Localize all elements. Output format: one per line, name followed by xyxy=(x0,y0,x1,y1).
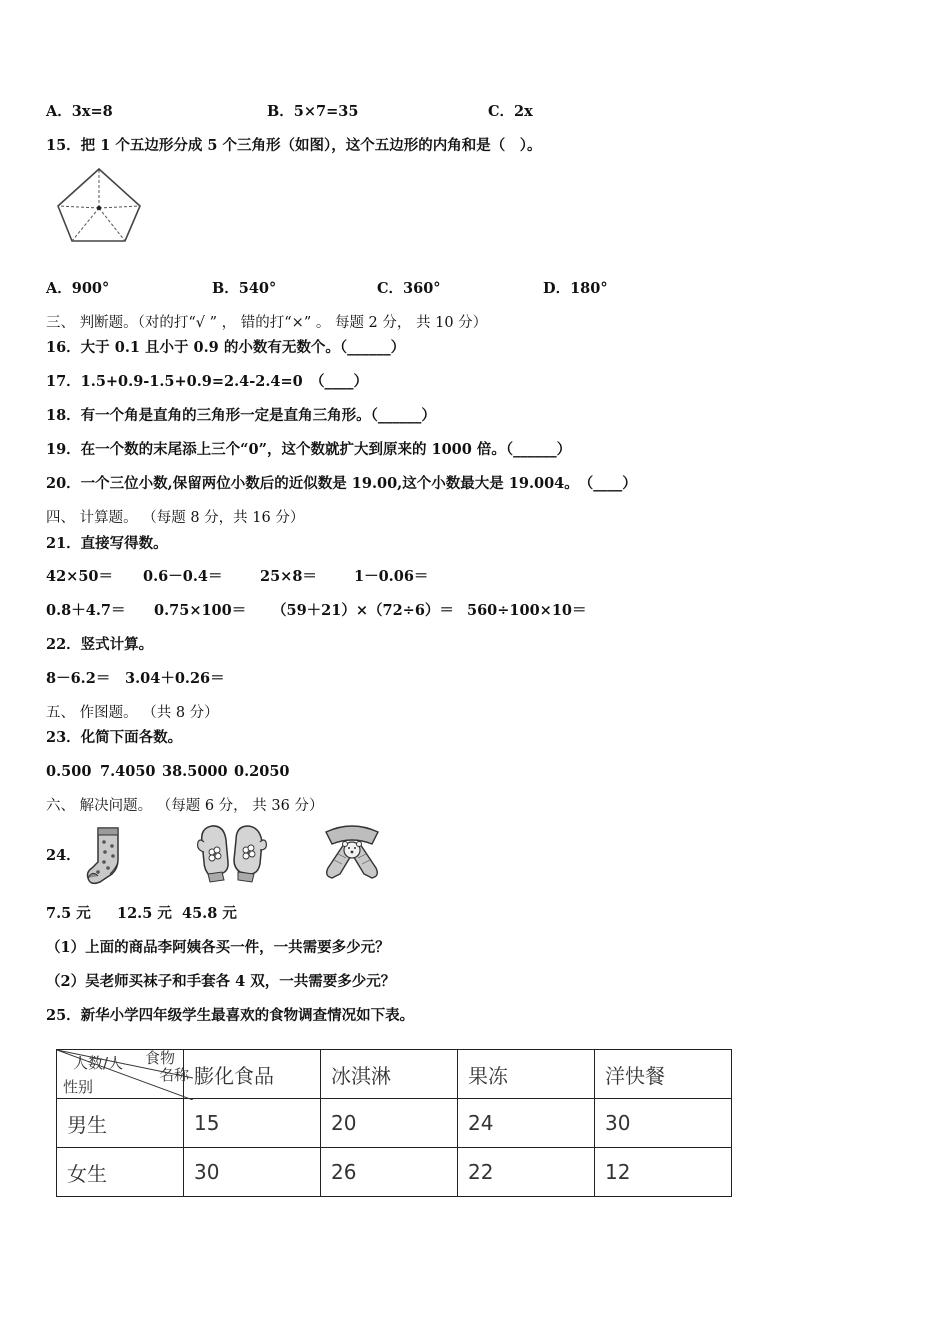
q24-price-scarf: 45.8 元 xyxy=(182,905,237,922)
column-header: 冰淇淋 xyxy=(321,1050,458,1099)
q23-item: 0.2050 xyxy=(234,763,290,780)
table-cell: 12 xyxy=(595,1148,732,1197)
q20-text: 20．一个三位小数,保留两位小数后的近似数是 19.00,这个小数最大是 19.004。 （____） xyxy=(46,475,637,492)
column-header: 膨化食品 xyxy=(184,1050,321,1099)
column-header: 果冻 xyxy=(458,1050,595,1099)
q23-item: 38.5000 xyxy=(162,763,228,780)
table-cell: 30 xyxy=(595,1099,732,1148)
q15-option-b: B．540° xyxy=(212,280,277,297)
corner-label-food: 食物 xyxy=(145,1049,176,1067)
sock-icon xyxy=(84,824,134,886)
q15-option-a: A．900° xyxy=(46,280,110,297)
q18-text: 18．有一个角是直角的三角形一定是直角三角形。（______） xyxy=(46,407,436,424)
corner-label-count: 人数/人 xyxy=(73,1054,124,1072)
table-corner-cell xyxy=(57,1049,190,1099)
q15-option-d: D．180° xyxy=(543,280,608,297)
q22-item: 3.04＋0.26＝ xyxy=(125,670,225,687)
q14-option-a: A．3x=8 xyxy=(46,103,113,120)
q24-sub1: （1）上面的商品李阿姨各买一件，一共需要多少元？ xyxy=(46,939,390,956)
q21-item: 25×8＝ xyxy=(260,568,317,585)
q14-option-c: C．2x xyxy=(488,103,533,120)
table-row xyxy=(57,1148,732,1197)
scarf-icon xyxy=(320,820,384,884)
q16-text: 16．大于 0.1 且小于 0.9 的小数有无数个。（______） xyxy=(46,339,406,356)
table-cell: 26 xyxy=(321,1148,458,1197)
q21-title: 21．直接写得数。 xyxy=(46,535,168,552)
q23-title: 23．化简下面各数。 xyxy=(46,729,183,746)
corner-label-name: 名称 xyxy=(159,1066,190,1084)
q15-option-c: C．360° xyxy=(377,280,441,297)
section-4-heading: 四、 计算题。 （每题 8 分，共 16 分） xyxy=(46,510,305,526)
section-3-heading: 三、 判断题。（对的打“√ ” ， 错的打“×” 。 每题 2 分， 共 10 分） xyxy=(46,315,488,331)
table-cell: 24 xyxy=(458,1099,595,1148)
food-survey-table xyxy=(56,1049,732,1197)
q22-item: 8－6.2＝ xyxy=(46,670,111,687)
q21-item: 1－0.06＝ xyxy=(354,568,429,585)
section-5-heading: 五、 作图题。 （共 8 分） xyxy=(46,705,219,721)
column-header: 洋快餐 xyxy=(595,1050,732,1099)
q24-price-mittens: 12.5 元 xyxy=(117,905,172,922)
q15-text: 15．把 1 个五边形分成 5 个三角形（如图），这个五边形的内角和是（ ）。 xyxy=(46,137,542,154)
table-cell: 22 xyxy=(458,1148,595,1197)
table-cell: 20 xyxy=(321,1099,458,1148)
q19-text: 19．在一个数的末尾添上三个“0”，这个数就扩大到原来的 1000 倍。（______） xyxy=(46,441,572,458)
q17-text: 17．1.5+0.9-1.5+0.9=2.4-2.4=0 （____） xyxy=(46,373,369,390)
corner-label-gender: 性别 xyxy=(63,1078,94,1096)
table-cell: 15 xyxy=(184,1099,321,1148)
row-label: 女生 xyxy=(57,1148,184,1197)
table-cell: 30 xyxy=(184,1148,321,1197)
q21-item: 560÷100×10＝ xyxy=(467,602,587,619)
section-6-heading: 六、 解决问题。 （每题 6 分， 共 36 分） xyxy=(46,798,324,814)
q21-item: 42×50＝ xyxy=(46,568,114,585)
table-header-row xyxy=(57,1050,732,1099)
mittens-icon xyxy=(196,822,268,884)
q23-item: 0.500 xyxy=(46,763,92,780)
table-row xyxy=(57,1099,732,1148)
q21-item: 0.8＋4.7＝ xyxy=(46,602,126,619)
q22-title: 22．竖式计算。 xyxy=(46,636,154,653)
q21-item: （59＋21）×（72÷6）＝ xyxy=(272,602,454,619)
pentagon-diagram xyxy=(52,164,148,246)
q24-sub2: （2）吴老师买袜子和手套各 4 双，一共需要多少元？ xyxy=(46,973,396,990)
q14-option-b: B．5×7=35 xyxy=(267,103,359,120)
row-label: 男生 xyxy=(57,1099,184,1148)
q24-label: 24． xyxy=(46,847,81,864)
q21-item: 0.75×100＝ xyxy=(154,602,247,619)
q24-price-sock: 7.5 元 xyxy=(46,905,91,922)
q21-item: 0.6－0.4＝ xyxy=(143,568,223,585)
q23-item: 7.4050 xyxy=(100,763,156,780)
q25-title: 25．新华小学四年级学生最喜欢的食物调查情况如下表。 xyxy=(46,1007,415,1024)
